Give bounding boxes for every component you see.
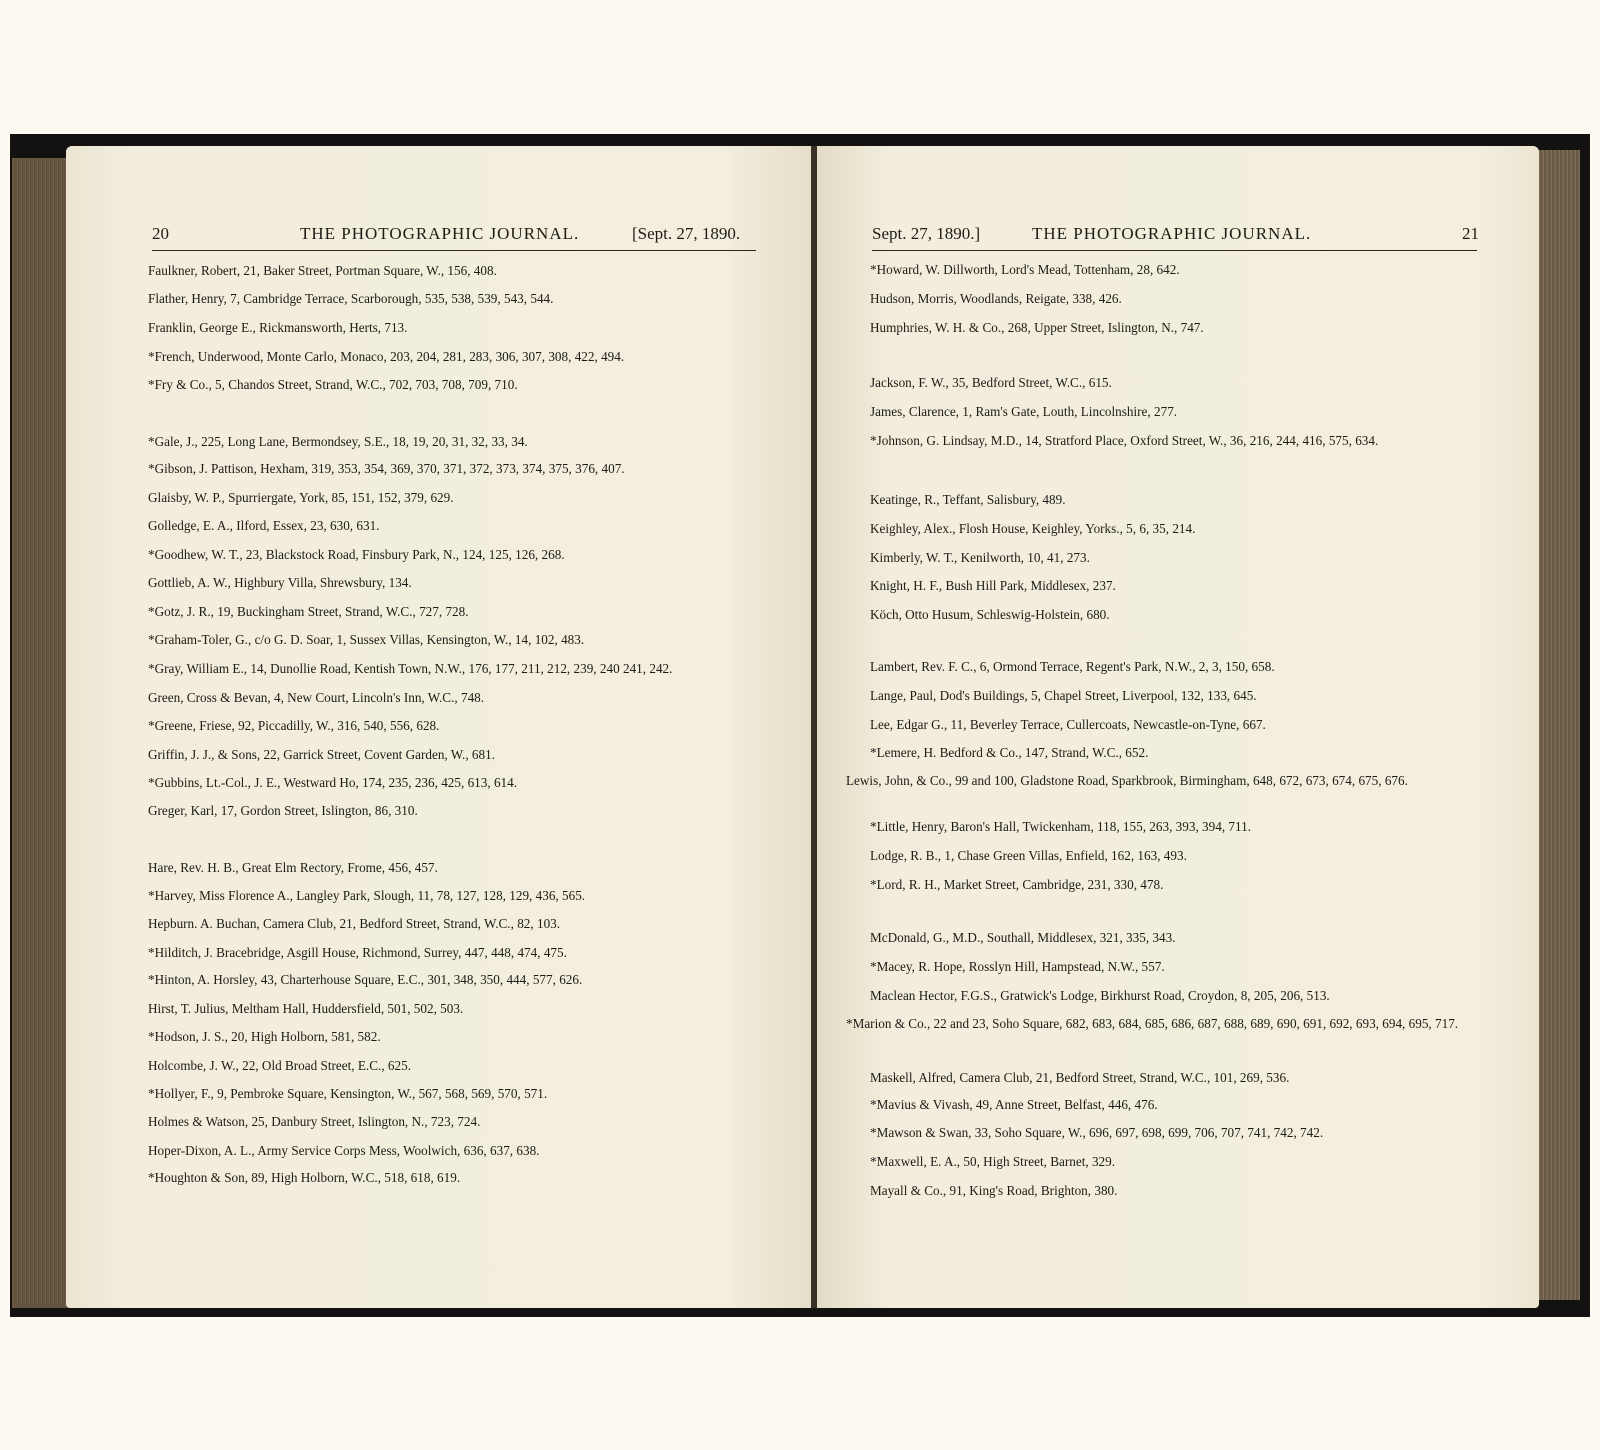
index-entry: [870, 262, 1490, 278]
index-entry-text: *Gray, William E., 14, Dunollie Road, Kentish Town, N.W., 176, 177, 211, 212, 239, 240 241, 242.: [148, 661, 673, 676]
index-entry: [870, 848, 1490, 864]
index-entry-text: Maclean Hector, F.G.S., Gratwick's Lodge, Birkhurst Road, Croydon, 8, 205, 206, 513.: [870, 988, 1330, 1003]
index-entry: [870, 578, 1490, 594]
index-entry: [870, 521, 1490, 537]
index-entry: [870, 320, 1490, 336]
index-entry-text: *Gotz, J. R., 19, Buckingham Street, Strand, W.C., 727, 728.: [148, 604, 469, 619]
index-entry: [148, 916, 768, 932]
index-entry: [148, 1143, 768, 1159]
index-entry: [846, 773, 1490, 789]
issue-date: Sept. 27, 1890.]: [872, 224, 981, 243]
index-entry-text: Knight, H. F., Bush Hill Park, Middlesex, 237.: [870, 578, 1116, 593]
index-entry-text: *Goodhew, W. T., 23, Blackstock Road, Finsbury Park, N., 124, 125, 126, 268.: [148, 547, 565, 562]
index-entry-text: Mayall & Co., 91, King's Road, Brighton, 380.: [870, 1183, 1118, 1198]
index-entry: [870, 404, 1490, 420]
index-entry-text: Lee, Edgar G., 11, Beverley Terrace, Cullercoats, Newcastle-on-Tyne, 667.: [870, 717, 1266, 732]
index-entry: [148, 461, 768, 477]
index-entry: [148, 263, 768, 279]
index-entry-text: Green, Cross & Bevan, 4, New Court, Lincoln's Inn, W.C., 748.: [148, 690, 485, 705]
index-entry: [148, 1114, 768, 1130]
journal-title: THE PHOTOGRAPHIC JOURNAL.: [300, 224, 580, 243]
index-entry-text: Faulkner, Robert, 21, Baker Street, Portman Square, W., 156, 408.: [148, 263, 497, 278]
page-number: 20: [152, 224, 169, 243]
index-entry-text: *Gubbins, Lt.-Col., J. E., Westward Ho, 174, 235, 236, 425, 613, 614.: [148, 775, 518, 790]
index-entry: [148, 518, 768, 534]
index-entry: [148, 547, 768, 563]
index-entry: [148, 1086, 768, 1102]
index-entry: [148, 1058, 768, 1074]
index-entry: [870, 717, 1490, 733]
index-entry-text: *Hodson, J. S., 20, High Holborn, 581, 582.: [148, 1029, 381, 1044]
index-entry-text: Jackson, F. W., 35, Bedford Street, W.C., 615.: [870, 375, 1112, 390]
index-entry: [870, 1183, 1490, 1199]
index-entry: [870, 1097, 1490, 1113]
index-entry: [870, 959, 1490, 975]
index-entry-text: Keighley, Alex., Flosh House, Keighley, Yorks., 5, 6, 35, 214.: [870, 521, 1196, 536]
index-entry: [148, 1170, 768, 1186]
index-entry: [870, 819, 1490, 835]
index-entry-text: Hoper-Dixon, A. L., Army Service Corps Mess, Woolwich, 636, 637, 638.: [148, 1143, 540, 1158]
index-entry-text: Keatinge, R., Teffant, Salisbury, 489.: [870, 492, 1066, 507]
index-entry-text: Hirst, T. Julius, Meltham Hall, Huddersfield, 501, 502, 503.: [148, 1001, 464, 1016]
index-entry-text: *Gibson, J. Pattison, Hexham, 319, 353, 354, 369, 370, 371, 372, 373, 374, 375, 376, 407.: [148, 461, 625, 476]
index-entry: [148, 291, 768, 307]
index-entry-text: *Houghton & Son, 89, High Holborn, W.C., 518, 618, 619.: [148, 1170, 461, 1185]
issue-date: [Sept. 27, 1890.: [632, 224, 741, 243]
index-entry-text: McDonald, G., M.D., Southall, Middlesex, 321, 335, 343.: [870, 930, 1176, 945]
index-entry: [870, 1154, 1490, 1170]
index-entry-text: Griffin, J. J., & Sons, 22, Garrick Street, Covent Garden, W., 681.: [148, 747, 495, 762]
index-entry: [148, 661, 768, 677]
index-entry-text: Lewis, John, & Co., 99 and 100, Gladstone Road, Sparkbrook, Birmingham, 648, 672, 673, 674, 675, 676.: [846, 773, 1408, 788]
index-entry-text: *Lord, R. H., Market Street, Cambridge, 231, 330, 478.: [870, 877, 1164, 892]
index-entry: [148, 434, 768, 450]
index-entry: [148, 1029, 768, 1045]
right-page-header: [872, 224, 1477, 251]
index-entry-text: Greger, Karl, 17, Gordon Street, Islington, 86, 310.: [148, 803, 418, 818]
index-entry: [148, 349, 768, 365]
index-entry-text: Gottlieb, A. W., Highbury Villa, Shrewsbury, 134.: [148, 575, 412, 590]
index-entry-text: *Harvey, Miss Florence A., Langley Park, Slough, 11, 78, 127, 128, 129, 436, 565.: [148, 888, 586, 903]
index-entry-text: Flather, Henry, 7, Cambridge Terrace, Scarborough, 535, 538, 539, 543, 544.: [148, 291, 554, 306]
index-entry-text: *Marion & Co., 22 and 23, Soho Square, 682, 683, 684, 685, 686, 687, 688, 689, 690, 691, 692, 693, 694, 695, 717.: [846, 1016, 1459, 1031]
index-entry-text: *Hinton, A. Horsley, 43, Charterhouse Square, E.C., 301, 348, 350, 444, 577, 626.: [148, 972, 583, 987]
index-entry: [148, 803, 768, 819]
index-entry: [870, 877, 1490, 893]
index-entry: [148, 604, 768, 620]
index-entry: [148, 690, 768, 706]
journal-title: THE PHOTOGRAPHIC JOURNAL.: [1032, 224, 1312, 243]
index-entry-text: *Mavius & Vivash, 49, Anne Street, Belfast, 446, 476.: [870, 1097, 1158, 1112]
index-entry-text: *Gale, J., 225, Long Lane, Bermondsey, S.E., 18, 19, 20, 31, 32, 33, 34.: [148, 434, 528, 449]
index-entry: [870, 607, 1490, 623]
index-entry-text: *Hilditch, J. Bracebridge, Asgill House, Richmond, Surrey, 447, 448, 474, 475.: [148, 945, 567, 960]
index-entry-text: Köch, Otto Husum, Schleswig-Holstein, 680.: [870, 607, 1110, 622]
index-entry-text: Hudson, Morris, Woodlands, Reigate, 338, 426.: [870, 291, 1122, 306]
index-entry-text: *Johnson, G. Lindsay, M.D., 14, Stratford Place, Oxford Street, W., 36, 216, 244, 416, 575, 634.: [870, 433, 1379, 448]
index-entry-text: *French, Underwood, Monte Carlo, Monaco, 203, 204, 281, 283, 306, 307, 308, 422, 494.: [148, 349, 625, 364]
index-entry-text: *Maxwell, E. A., 50, High Street, Barnet, 329.: [870, 1154, 1116, 1169]
page-number: 21: [1462, 224, 1479, 243]
book-gutter: [811, 146, 817, 1308]
index-entry: [148, 888, 768, 904]
index-entry: [870, 1125, 1490, 1141]
index-entry: [148, 747, 768, 763]
index-entry: [870, 745, 1490, 761]
index-entry-text: Franklin, George E., Rickmansworth, Herts, 713.: [148, 320, 408, 335]
index-entry: [148, 945, 768, 961]
index-entry: [870, 1070, 1490, 1086]
index-entry-text: *Fry & Co., 5, Chandos Street, Strand, W.C., 702, 703, 708, 709, 710.: [148, 377, 518, 392]
page-edges-left: [12, 158, 70, 1308]
index-entry: [870, 375, 1490, 391]
index-entry-text: Holmes & Watson, 25, Danbury Street, Islington, N., 723, 724.: [148, 1114, 481, 1129]
index-entry: [148, 718, 768, 734]
index-entry-text: Maskell, Alfred, Camera Club, 21, Bedford Street, Strand, W.C., 101, 269, 536.: [870, 1070, 1290, 1085]
index-entry-text: Lodge, R. B., 1, Chase Green Villas, Enfield, 162, 163, 493.: [870, 848, 1187, 863]
index-entry-text: Kimberly, W. T., Kenilworth, 10, 41, 273.: [870, 550, 1090, 565]
index-entry-text: *Greene, Friese, 92, Piccadilly, W., 316, 540, 556, 628.: [148, 718, 440, 733]
index-entry: [870, 291, 1490, 307]
index-entry: [148, 1001, 768, 1017]
index-entry: [148, 377, 768, 393]
index-entry: [846, 1016, 1490, 1032]
index-entry-text: Hepburn. A. Buchan, Camera Club, 21, Bedford Street, Strand, W.C., 82, 103.: [148, 916, 561, 931]
index-entry: [148, 972, 768, 988]
left-page-header: [152, 224, 756, 251]
index-entry-text: Lambert, Rev. F. C., 6, Ormond Terrace, Regent's Park, N.W., 2, 3, 150, 658.: [870, 659, 1275, 674]
index-entry: [148, 632, 768, 648]
index-entry: [870, 659, 1490, 675]
index-entry-text: Hare, Rev. H. B., Great Elm Rectory, Frome, 456, 457.: [148, 860, 438, 875]
page-edges-right: [1534, 150, 1580, 1300]
index-entry-text: *Howard, W. Dillworth, Lord's Mead, Tottenham, 28, 642.: [870, 262, 1180, 277]
index-entry: [870, 988, 1490, 1004]
index-entry-text: *Mawson & Swan, 33, Soho Square, W., 696, 697, 698, 699, 706, 707, 741, 742, 742.: [870, 1125, 1324, 1140]
index-entry: [148, 490, 768, 506]
index-entry-text: James, Clarence, 1, Ram's Gate, Louth, Lincolnshire, 277.: [870, 404, 1178, 419]
index-entry-text: Humphries, W. H. & Co., 268, Upper Street, Islington, N., 747.: [870, 320, 1204, 335]
index-entry-text: Holcombe, J. W., 22, Old Broad Street, E.C., 625.: [148, 1058, 411, 1073]
index-entry-text: *Graham-Toler, G., c/o G. D. Soar, 1, Sussex Villas, Kensington, W., 14, 102, 483.: [148, 632, 585, 647]
index-entry-text: *Lemere, H. Bedford & Co., 147, Strand, W.C., 652.: [870, 745, 1149, 760]
index-entry-text: Glaisby, W. P., Spurriergate, York, 85, 151, 152, 379, 629.: [148, 490, 454, 505]
index-entry: [870, 433, 1490, 449]
index-entry-text: Lange, Paul, Dod's Buildings, 5, Chapel Street, Liverpool, 132, 133, 645.: [870, 688, 1257, 703]
index-entry: [148, 860, 768, 876]
index-entry-text: *Hollyer, F., 9, Pembroke Square, Kensington, W., 567, 568, 569, 570, 571.: [148, 1086, 548, 1101]
index-entry-text: *Little, Henry, Baron's Hall, Twickenham, 118, 155, 263, 393, 394, 711.: [870, 819, 1252, 834]
index-entry-text: Golledge, E. A., Ilford, Essex, 23, 630, 631.: [148, 518, 380, 533]
index-entry-text: *Macey, R. Hope, Rosslyn Hill, Hampstead, N.W., 557.: [870, 959, 1165, 974]
index-entry: [148, 320, 768, 336]
index-entry: [870, 550, 1490, 566]
index-entry: [870, 688, 1490, 704]
index-entry: [148, 575, 768, 591]
index-entry: [870, 492, 1490, 508]
index-entry: [870, 930, 1490, 946]
index-entry: [148, 775, 768, 791]
